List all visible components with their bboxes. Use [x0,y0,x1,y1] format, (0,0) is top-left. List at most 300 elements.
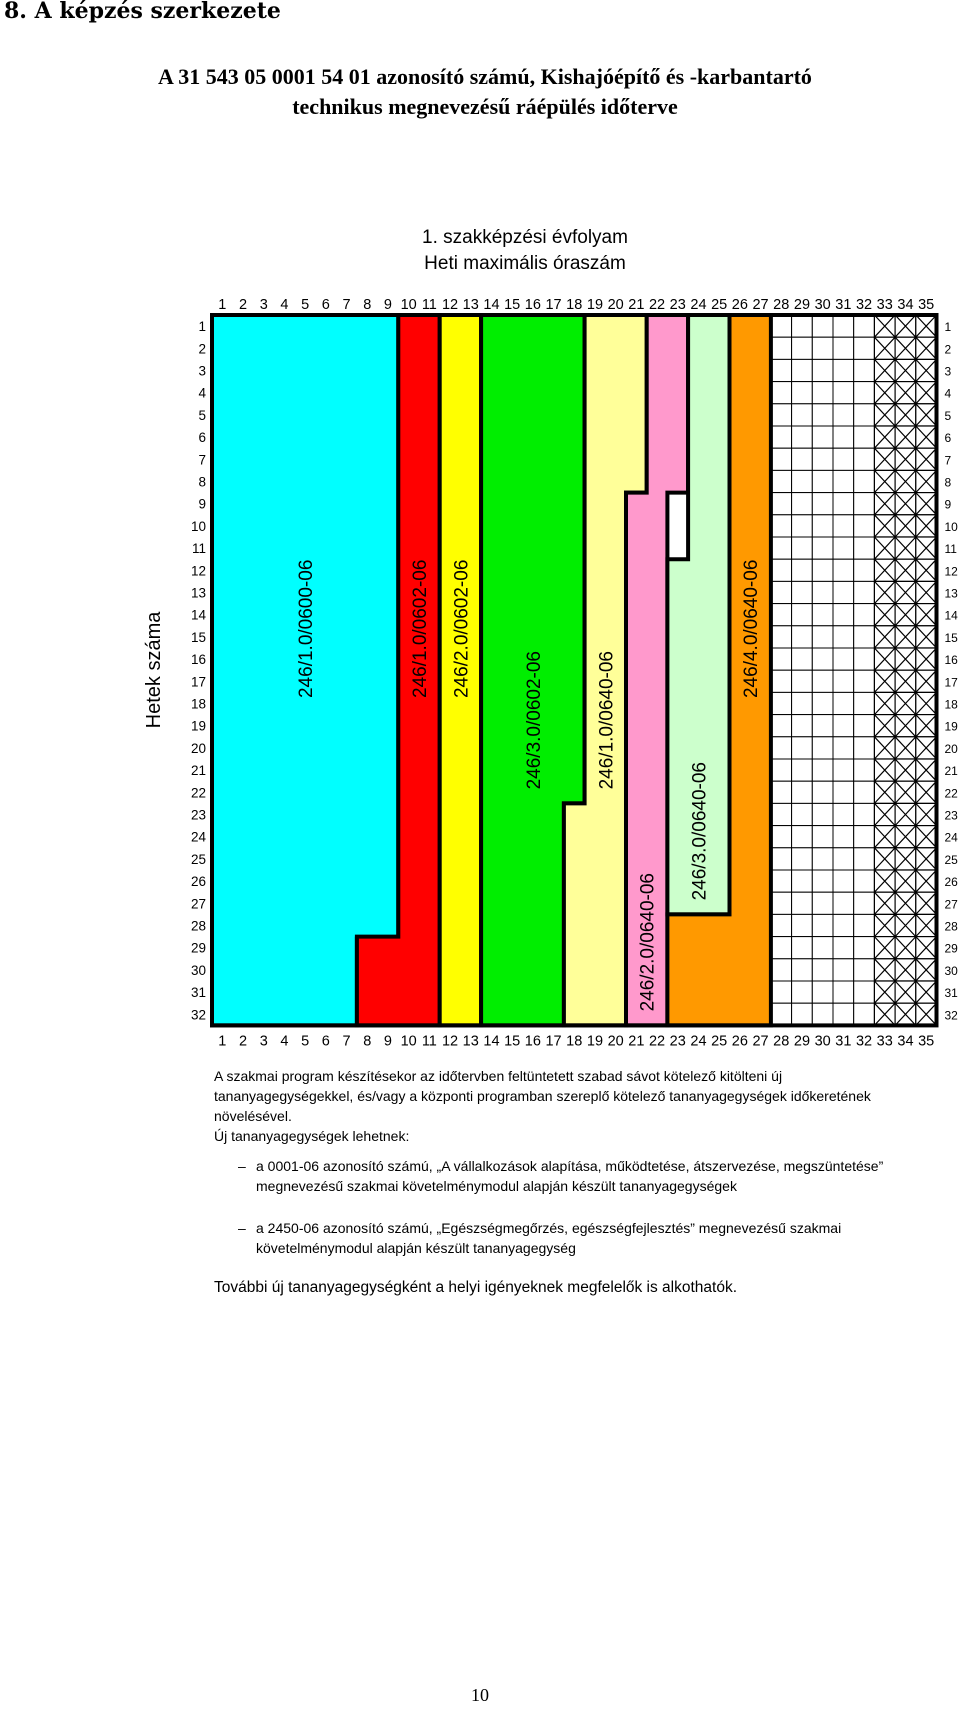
hour-tick-label-bottom: 14 [483,1033,500,1050]
week-tick-label-left: 9 [198,496,206,512]
hour-tick-label-bottom: 23 [669,1033,686,1050]
week-tick-label-left: 30 [190,962,206,978]
week-tick-label-right: 1 [944,320,952,335]
title-line-2: technikus megnevezésű ráépülés időterve [292,94,678,119]
free-band-cell [792,692,813,714]
notes-section [214,1066,914,1298]
free-band-cell [854,337,875,359]
free-band-cell [812,426,833,448]
hour-tick-label-bottom: 10 [400,1033,417,1050]
free-band-cell [833,826,854,848]
list-item [214,1218,914,1258]
hour-tick-label-top: 18 [566,297,583,313]
free-band-cell [771,626,792,648]
week-tick-label-right: 29 [944,941,958,956]
free-band-cell [854,559,875,581]
free-band-cell [812,337,833,359]
hour-tick-label-top: 25 [711,297,728,313]
free-band-cell [771,337,792,359]
week-tick-label-left: 8 [198,474,206,490]
free-band-cell [854,870,875,892]
free-band-cell [792,670,813,692]
week-tick-label-left: 18 [190,696,206,712]
free-band-cell [833,537,854,559]
hour-tick-label-bottom: 29 [793,1033,811,1050]
y-axis-label: Hetek száma [143,611,165,729]
week-tick-label-right: 18 [944,697,958,712]
free-band-cell [812,1003,833,1025]
hour-tick-label-bottom: 24 [690,1033,707,1050]
free-band-cell [792,470,813,492]
free-band-cell [854,959,875,981]
week-tick-label-left: 11 [191,541,206,557]
chart-title-line-1: 1. szakképzési évfolyam [422,227,628,248]
list-dash: – [238,1158,246,1174]
hour-tick-label-top: 19 [586,297,604,313]
free-band-cell [792,382,813,404]
free-band-cell [812,981,833,1003]
free-band-cell [812,382,833,404]
hour-tick-label-bottom: 5 [301,1033,310,1050]
hour-tick-label-top: 2 [239,297,248,313]
hour-tick-label-top: 8 [363,297,372,313]
free-band-cell [833,981,854,1003]
week-tick-label-left: 15 [190,629,206,645]
hour-tick-label-bottom: 27 [752,1033,769,1050]
block-label: 246/2.0/0640-06 [637,872,659,1012]
hour-tick-label-top: 35 [918,297,935,313]
free-band-cell [833,604,854,626]
free-band-cell [812,937,833,959]
free-band-cell [854,759,875,781]
free-band-cell [833,448,854,470]
free-band-cell [771,515,792,537]
notes-paragraph-1: A szakmai program készítésekor az időtervben feltüntetett szabad sávot kötelező kitölteni új tananyagegységekkel, és/vagy a központi programban szereplő kötelező tananyagegységek időkeretének növelésével. [214,1068,871,1124]
free-band-cell [854,382,875,404]
week-tick-label-left: 2 [198,341,206,357]
hour-tick-label-bottom: 30 [814,1033,831,1050]
hour-tick-label-top: 6 [321,297,330,313]
free-band-cell [771,426,792,448]
week-tick-label-right: 9 [944,497,952,512]
free-band-cell [854,626,875,648]
free-band-cell [792,937,813,959]
free-band-cell [771,359,792,381]
hour-tick-label-top: 1 [218,297,227,313]
free-band-cell [833,759,854,781]
block-label: 246/1.0/0602-06 [410,559,431,698]
free-band-cell [812,359,833,381]
free-band-cell [792,426,813,448]
hour-tick-label-bottom: 9 [383,1033,392,1050]
free-band-cell [812,670,833,692]
free-band-cell [771,382,792,404]
free-band-cell [771,848,792,870]
week-tick-label-left: 31 [190,985,206,1001]
free-band-cell [833,426,854,448]
free-band-cell [812,626,833,648]
free-band-cell [792,493,813,515]
hour-tick-label-top: 27 [752,297,769,313]
free-band-cell [771,315,792,337]
block-label: 246/4.0/0640-06 [741,559,763,698]
week-tick-label-left: 13 [190,585,206,601]
hour-tick-label-top: 13 [462,297,479,313]
free-band-cell [812,848,833,870]
hour-tick-label-top: 20 [607,297,624,313]
free-band-cell [812,559,833,581]
week-tick-label-right: 19 [944,719,958,734]
hour-tick-label-top: 26 [731,297,748,313]
week-tick-label-left: 22 [190,785,206,801]
free-band-cell [854,493,875,515]
week-tick-label-right: 26 [944,875,958,890]
week-tick-label-left: 5 [198,407,206,423]
free-band-cell [792,848,813,870]
week-tick-label-right: 7 [944,453,952,468]
hour-tick-label-top: 33 [876,297,893,313]
week-tick-label-right: 11 [944,542,957,557]
free-band-cell [833,715,854,737]
free-band-cell [833,626,854,648]
week-tick-label-left: 4 [198,385,206,401]
week-tick-label-right: 24 [944,830,958,845]
list-item [214,1156,914,1196]
week-tick-label-left: 20 [190,740,206,756]
hour-tick-label-top: 24 [690,297,707,313]
free-band-cell [792,404,813,426]
hour-tick-label-bottom: 20 [607,1033,624,1050]
free-band-cell [833,737,854,759]
free-band-cell [812,537,833,559]
hour-tick-label-top: 32 [855,297,873,313]
week-tick-label-left: 23 [190,807,206,823]
hour-tick-label-bottom: 28 [773,1033,790,1050]
free-band-cell [771,404,792,426]
free-band-cell [833,803,854,825]
free-band-cell [792,781,813,803]
week-tick-label-right: 23 [944,808,958,823]
free-band-cell [854,715,875,737]
block-label: 246/2.0/0602-06 [451,559,473,698]
hour-tick-label-top: 11 [421,297,437,313]
free-band-cell [833,559,854,581]
hour-tick-label-top: 12 [441,297,459,313]
free-band-cell [833,670,854,692]
free-band-cell [833,848,854,870]
week-tick-label-right: 17 [944,675,958,690]
free-band-cell [812,892,833,914]
free-band-cell [833,781,854,803]
block-label: 246/3.0/0640-06 [689,761,711,901]
hour-tick-label-top: 9 [383,297,392,313]
week-tick-label-left: 16 [190,652,206,668]
notes-final: További új tananyagegységként a helyi igényeknek megfelelők is alkothatók. [214,1279,738,1296]
free-band-cell [854,892,875,914]
hour-tick-label-bottom: 8 [363,1033,372,1050]
free-band-cell [812,470,833,492]
week-tick-label-right: 15 [944,630,958,645]
hour-tick-label-bottom: 18 [566,1033,583,1050]
hour-tick-label-top: 14 [483,297,500,313]
free-band-cell [833,515,854,537]
free-band-cell [771,914,792,936]
hour-tick-label-top: 10 [400,297,417,313]
free-band-cell [854,914,875,936]
week-tick-label-left: 32 [190,1007,206,1023]
notes-list [214,1156,914,1258]
hour-tick-label-top: 30 [814,297,831,313]
hour-tick-label-bottom: 13 [462,1033,479,1050]
free-band-cell [854,826,875,848]
week-tick-label-left: 14 [190,607,206,623]
free-band-cell [771,448,792,470]
free-band-cell [833,870,854,892]
hour-tick-label-bottom: 26 [731,1033,748,1050]
week-tick-label-left: 17 [190,674,206,690]
free-band-cell [854,670,875,692]
free-band-cell [812,648,833,670]
week-tick-label-right: 12 [944,564,958,579]
free-band-cell [812,737,833,759]
week-tick-label-right: 2 [944,342,952,357]
week-tick-label-right: 8 [944,475,952,490]
hour-tick-label-bottom: 25 [711,1033,728,1050]
hour-tick-label-bottom: 2 [239,1033,248,1050]
free-band-cell [854,448,875,470]
free-band-cell [812,781,833,803]
free-band-cell [854,537,875,559]
free-band-cell [854,359,875,381]
week-tick-label-left: 27 [190,896,206,912]
free-band-cell [792,515,813,537]
free-band-cell [833,337,854,359]
free-band-cell [792,581,813,603]
free-band-cell [812,581,833,603]
hour-tick-label-top: 7 [342,297,351,313]
notes-paragraph-2: Új tananyagegységek lehetnek: [214,1128,410,1144]
free-band-cell [812,515,833,537]
free-band-cell [771,959,792,981]
free-band-cell [771,826,792,848]
free-band-cell [792,559,813,581]
free-band-cell [833,404,854,426]
hour-tick-label-top: 16 [524,297,541,313]
free-band-cell [771,493,792,515]
week-tick-label-left: 24 [190,829,206,845]
free-band-cell [812,315,833,337]
title-line-1: A 31 543 05 0001 54 01 azonosító számú, Kishajóépítő és -karbantartó [158,64,812,89]
free-band-cell [854,515,875,537]
free-band-cell [792,448,813,470]
hour-tick-label-top: 23 [669,297,686,313]
week-tick-label-right: 6 [944,431,952,446]
hour-tick-label-bottom: 11 [421,1033,437,1050]
free-band-cell [812,803,833,825]
free-band-cell [812,448,833,470]
week-tick-label-right: 3 [944,364,952,379]
free-band-cell [812,759,833,781]
week-tick-label-left: 29 [190,940,206,956]
free-band-cell [771,670,792,692]
hour-tick-label-top: 28 [773,297,790,313]
free-band-cell [771,981,792,1003]
hour-tick-label-bottom: 35 [918,1033,935,1050]
free-band-cell [771,759,792,781]
free-band-cell [854,604,875,626]
free-band-cell [833,359,854,381]
free-band-cell [833,892,854,914]
hour-tick-label-bottom: 34 [897,1033,914,1050]
week-tick-label-left: 21 [190,763,206,779]
hour-tick-label-bottom: 12 [441,1033,459,1050]
hour-tick-label-top: 29 [793,297,811,313]
week-tick-label-right: 16 [944,653,958,668]
hour-tick-label-bottom: 1 [218,1033,227,1050]
free-band-cell [812,826,833,848]
free-band-cell [833,692,854,714]
free-band-cell [854,848,875,870]
hour-tick-label-top: 15 [504,297,521,313]
hour-tick-label-top: 5 [301,297,310,313]
week-tick-label-right: 4 [944,386,952,401]
week-tick-label-right: 27 [944,897,958,912]
free-band-cell [792,892,813,914]
hour-tick-label-bottom: 4 [280,1033,289,1050]
hour-tick-label-top: 4 [280,297,289,313]
free-band-cell [792,826,813,848]
block-label: 246/3.0/0602-06 [523,650,545,790]
free-band-cell [771,803,792,825]
free-band-cell [771,604,792,626]
free-band-cell [771,715,792,737]
section-heading: 8. A képzés szerkezete [4,0,281,24]
block-label: 246/1.0/0640-06 [596,650,618,790]
week-tick-label-right: 13 [944,586,958,601]
free-band-cell [771,537,792,559]
week-tick-label-right: 10 [944,519,958,534]
week-tick-label-right: 31 [944,986,958,1001]
week-tick-label-left: 1 [198,319,206,335]
free-band-cell [792,626,813,648]
free-band-cell [854,737,875,759]
free-band-cell [812,493,833,515]
free-band-cell [771,870,792,892]
week-tick-label-right: 32 [944,1008,958,1023]
free-band-cell [771,737,792,759]
free-band-cell [812,870,833,892]
free-band-cell [771,937,792,959]
free-band-cell [854,426,875,448]
hour-tick-label-top: 34 [897,297,914,313]
hour-tick-label-bottom: 17 [545,1033,562,1050]
page-number: 10 [471,1685,489,1705]
hour-tick-label-top: 21 [628,297,645,313]
free-band-cell [771,470,792,492]
free-band-cell [833,581,854,603]
free-band-cell [771,692,792,714]
week-tick-label-right: 21 [944,764,958,779]
block-label: 246/1.0/0600-06 [296,559,318,698]
free-band-cell [833,382,854,404]
free-band-cell [792,870,813,892]
free-band-cell [792,715,813,737]
week-tick-label-right: 25 [944,852,958,867]
hour-tick-label-top: 22 [648,297,666,313]
free-band-cell [792,315,813,337]
hour-tick-label-bottom: 22 [648,1033,666,1050]
free-band-cell [792,803,813,825]
free-band-cell [833,315,854,337]
free-band-cell [792,337,813,359]
hour-tick-label-bottom: 16 [524,1033,541,1050]
free-band-cell [812,914,833,936]
free-band-cell [812,692,833,714]
hour-tick-label-bottom: 3 [259,1033,268,1050]
week-tick-label-right: 20 [944,741,958,756]
list-item-text: a 2450-06 azonosító számú, „Egészségmegőrzés, egészségfejlesztés” megnevezésű szakmai követelménymodul alapján készült tananyagegység [256,1220,842,1256]
week-tick-label-left: 28 [190,918,206,934]
hour-tick-label-top: 17 [545,297,562,313]
hour-tick-label-top: 3 [259,297,268,313]
free-band-cell [854,937,875,959]
free-band-cell [833,914,854,936]
list-dash: – [238,1220,246,1236]
free-band-cell [771,781,792,803]
week-tick-label-left: 7 [198,452,206,468]
free-band-cell [854,803,875,825]
free-band-cell [854,981,875,1003]
free-band-cell [854,648,875,670]
free-band-cell [792,737,813,759]
week-tick-label-right: 22 [944,786,958,801]
hour-tick-label-bottom: 31 [835,1033,852,1050]
hour-tick-label-bottom: 7 [342,1033,351,1050]
free-band-cell [854,1003,875,1025]
free-band-cell [833,1003,854,1025]
free-band-cell [833,493,854,515]
free-band-cell [792,604,813,626]
free-band-cell [792,759,813,781]
week-tick-label-left: 12 [190,563,206,579]
free-band-cell [792,959,813,981]
free-band-cell [771,648,792,670]
free-band-cell [854,692,875,714]
free-band-cell [833,959,854,981]
week-tick-label-left: 6 [198,430,206,446]
free-band-cell [854,315,875,337]
free-band-cell [792,981,813,1003]
hour-tick-label-top: 31 [835,297,852,313]
free-band-cell [792,648,813,670]
free-band-cell [792,1003,813,1025]
free-band-cell [833,937,854,959]
free-band-cell [812,715,833,737]
free-band-cell [833,648,854,670]
free-band-cell [854,581,875,603]
week-tick-label-right: 5 [944,408,952,423]
free-band-cell [812,604,833,626]
week-tick-label-left: 25 [190,851,206,867]
chart-title-line-2: Heti maximális óraszám [424,253,626,274]
free-band-cell [771,559,792,581]
hour-tick-label-bottom: 15 [504,1033,521,1050]
free-band-cell [792,537,813,559]
week-tick-label-right: 30 [944,963,958,978]
week-tick-label-left: 19 [190,718,206,734]
free-band-cell [854,404,875,426]
free-band-cell [812,959,833,981]
